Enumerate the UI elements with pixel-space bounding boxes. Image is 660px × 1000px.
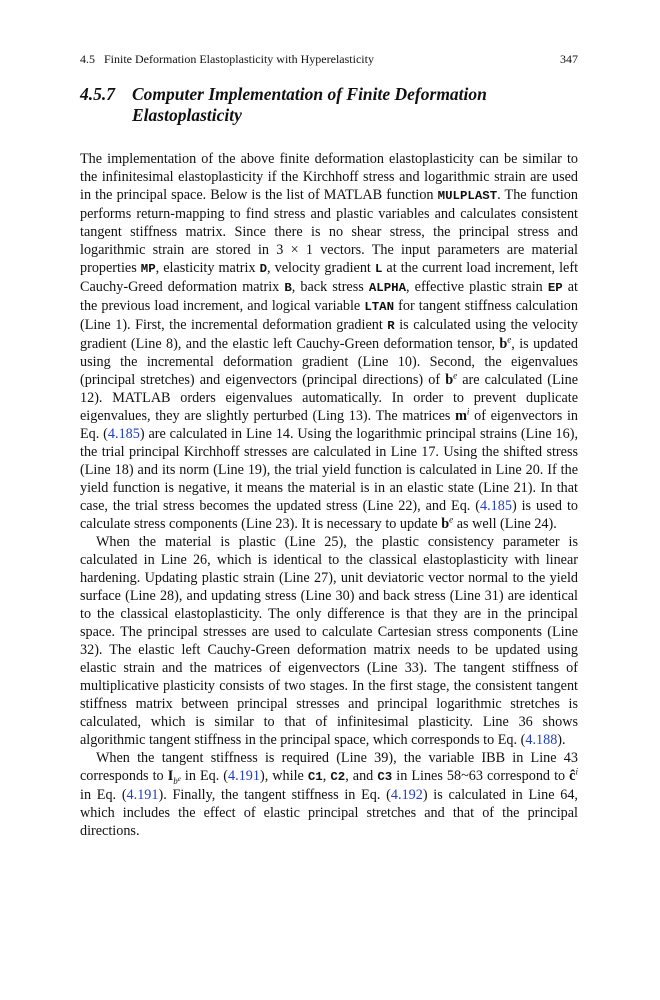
- text-run: at the previous load increment, and logical variable: [80, 279, 579, 314]
- section-title: Computer Implementation of Finite Deformation Elastoplasticity: [132, 84, 487, 125]
- text-run: ) is used to calculate stress components (Line 23). It is necessary to update: [80, 498, 578, 532]
- equation-link[interactable]: 4.185: [107, 426, 140, 442]
- code-identifier: C2: [330, 770, 346, 784]
- code-identifier: B: [284, 281, 292, 295]
- text-run: , effective plastic strain: [406, 279, 548, 295]
- text-run: ,: [322, 768, 331, 784]
- math-symbol: b: [445, 372, 454, 388]
- text-run: , elasticity matrix: [155, 260, 260, 276]
- math-symbol: I: [167, 768, 174, 784]
- math-symbol: ĉ: [569, 768, 576, 784]
- text-run: When the tangent stiffness is required (Line 39), the variable IBB in Line 43 corresponds to: [80, 750, 578, 784]
- equation-link[interactable]: 4.191: [126, 787, 159, 803]
- text-run: as well (Line 24).: [453, 516, 557, 532]
- equation-link[interactable]: 4.191: [228, 768, 260, 784]
- text-run: ), while: [259, 768, 308, 784]
- page-number: 347: [560, 52, 578, 66]
- paragraph: [80, 533, 578, 749]
- paragraph: [80, 749, 578, 840]
- code-identifier: MULPLAST: [437, 189, 498, 203]
- section-number: 4.5.7: [80, 84, 115, 104]
- text-run: ) are calculated in Line 14. Using the logarithmic principal strains (Line 16), the trial principal Kirchhoff stresses are calculated in Line 17. Using the shifted stress (Line 18) and its norm (Line 19), the trial yield function is calculated in Line 20. If the yield function is negative, it means the material is in an elastic state (Line 21). In that case, the trial stress becomes the updated stress (Line 22), and Eq. (: [80, 426, 578, 514]
- subscript-superscript: e: [177, 775, 181, 783]
- code-identifier: C1: [307, 770, 323, 784]
- code-identifier: L: [374, 262, 383, 276]
- code-identifier: LTAN: [364, 300, 395, 314]
- code-identifier: EP: [547, 281, 563, 295]
- text-run: are calculated (Line 12). MATLAB orders eigenvalues automatically. In order to prevent duplicate eigenvalues, they are slightly perturbed (Ling 13). The matrices: [80, 372, 579, 424]
- superscript: i: [575, 766, 578, 777]
- text-run: . The function performs return-mapping to find stress and plastic variables and calculates consistent tangent stiffness matrix. Since there is no shear stress, the principal stress and logarithmic strain are stored in 3 × 1 vectors. The input parameters are material properties: [80, 187, 578, 276]
- superscript: e: [449, 514, 454, 525]
- text-run: , velocity gradient: [267, 260, 375, 276]
- code-identifier: R: [387, 319, 395, 333]
- text-run: for tangent stiffness calculation (Line 1). First, the incremental deformation gradient: [80, 298, 578, 333]
- math-symbol: b: [499, 336, 508, 352]
- body-text: [80, 150, 578, 840]
- math-symbol: m: [455, 408, 467, 424]
- text-run: , back stress: [291, 279, 369, 295]
- text-run: ) is calculated in Line 64, which includes the effect of elastic principal stretches and that of the principal directions.: [80, 787, 578, 839]
- equation-link[interactable]: 4.185: [480, 498, 512, 514]
- text-run: is calculated using the velocity gradient (Line 8), and the elastic left Cauchy-Green deformation tensor,: [80, 317, 578, 352]
- equation-link[interactable]: 4.192: [390, 787, 423, 803]
- running-title: 4.5 Finite Deformation Elastoplasticity with Hyperelasticity: [80, 52, 374, 66]
- text-run: ).: [557, 732, 566, 748]
- superscript: i: [466, 406, 470, 417]
- equation-link[interactable]: 4.188: [525, 732, 558, 748]
- code-identifier: ALPHA: [368, 281, 407, 295]
- text-run: of eigenvectors in Eq. (: [80, 408, 579, 442]
- code-identifier: C3: [377, 770, 393, 784]
- code-identifier: MP: [140, 262, 156, 276]
- superscript: e: [453, 370, 458, 381]
- text-run: ). Finally, the tangent stiffness in Eq. (: [158, 787, 391, 803]
- text-run: in Eq. (: [80, 787, 127, 803]
- paragraph: [80, 150, 578, 533]
- code-identifier: D: [259, 262, 268, 276]
- superscript: e: [507, 334, 512, 345]
- text-run: , and: [345, 768, 378, 784]
- text-run: in Lines 58~63 correspond to: [392, 768, 570, 784]
- text-run: at the current load increment, left Cauchy-Greed deformation matrix: [80, 260, 579, 295]
- subscript: b: [173, 775, 178, 786]
- text-run: in Eq. (: [180, 768, 229, 784]
- math-symbol: b: [441, 516, 450, 532]
- text-run: The implementation of the above finite deformation elastoplasticity can be similar to the infinitesimal elastoplasticity if the Kirchhoff stress and logarithmic strain are used in the principal space. Below is the list of MATLAB function: [80, 151, 578, 203]
- text-run: When the material is plastic (Line 25), the plastic consistency parameter is calculated in Line 26, which is identical to the classical elastoplasticity with linear hardening. Updating plastic strain (Line 27), unit deviatoric vector normal to the yield surface (Line 28), and updating stress (Line 30) and back stress (Line 31) are identical to the classical elastoplasticity. The only difference is that they are in the principal space. The principal stresses are used to calculate Cartesian stress components (Line 32). The elastic left Cauchy-Green deformation matrix needs to be updated using elastic strain and the matrices of eigenvectors (Line 33). The tangent stiffness of multiplicative plasticity consists of two stages. In the first stage, the consistent tangent stiffness matrix between principal stresses and principal logarithmic stretches is calculated, which is similar to that of infinitesimal plasticity. Line 36 shows algorithmic tangent stiffness in the principal space, which corresponds to Eq. (: [80, 534, 578, 748]
- text-run: , is updated using the incremental deformation gradient (Line 10). Second, the eigenvalues (principal stretches) and eigenvectors (principal directions) of: [80, 336, 578, 388]
- running-header: [80, 52, 578, 66]
